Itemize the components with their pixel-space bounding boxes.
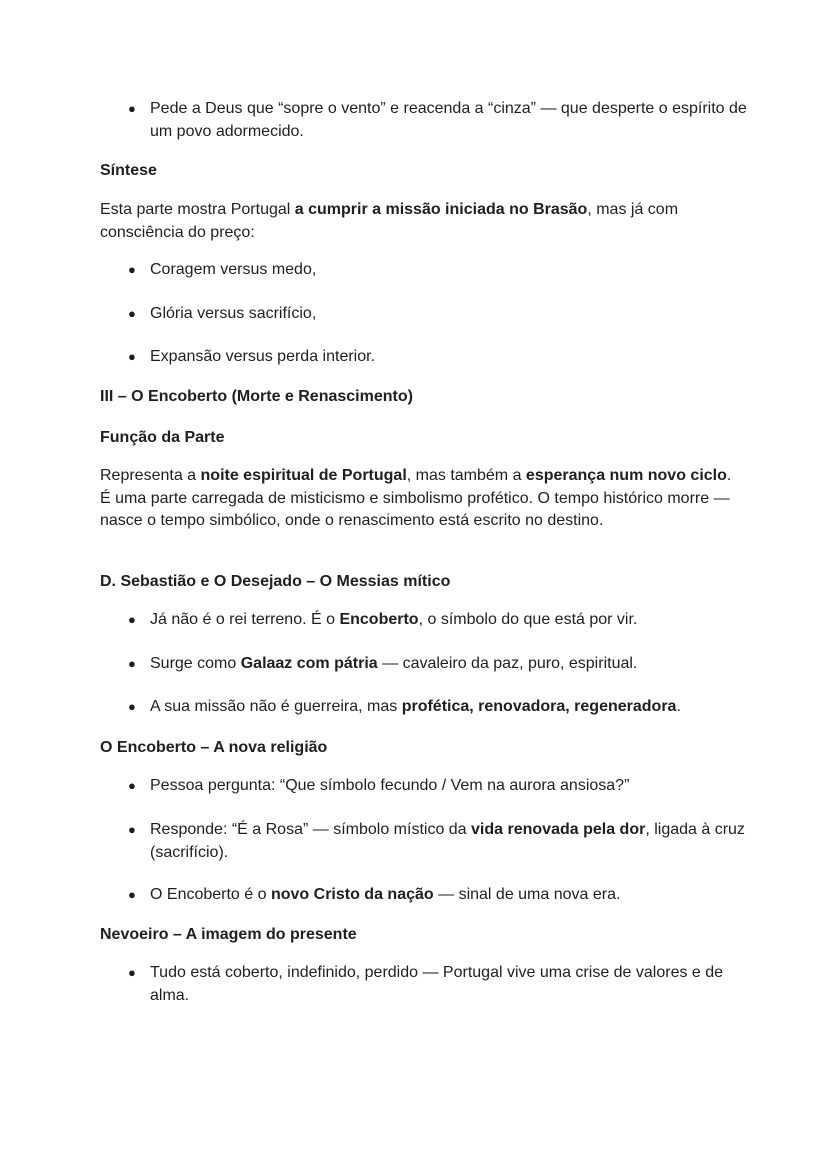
text-run: , mas também a (406, 467, 526, 484)
list-item (128, 98, 750, 143)
text-run: Representa a (100, 467, 201, 484)
bold-text: novo Cristo da nação (270, 886, 434, 903)
bullet-icon: ● (128, 822, 136, 837)
bullet-icon: ● (128, 656, 136, 671)
list-item (128, 962, 750, 1007)
section-heading-sebastiao: D. Sebastião e O Desejado – O Messias mítico (100, 573, 451, 590)
list-item-text: Tudo está coberto, indefinido, perdido — Portugal vive uma crise de valores e de alma. (150, 964, 724, 1004)
text-run: — cavaleiro da paz, puro, espiritual. (377, 655, 638, 672)
bold-text: Galaaz com pátria (240, 655, 378, 672)
list-item-text (150, 821, 745, 861)
bold-text: noite espiritual de Portugal (200, 467, 407, 484)
text-run: A sua missão não é guerreira, mas (150, 698, 402, 715)
bullet-icon: ● (128, 349, 136, 364)
list-item (128, 259, 750, 282)
list-item (128, 346, 750, 369)
bullet-icon: ● (128, 306, 136, 321)
section-heading-funcao: Função da Parte (100, 429, 225, 446)
bullet-icon: ● (128, 699, 136, 714)
list-item-text (150, 886, 620, 903)
list-item-text: Coragem versus medo, (150, 261, 317, 278)
list-item (128, 609, 750, 632)
section-heading-encoberto: O Encoberto – A nova religião (100, 739, 328, 756)
text-run: , ligada à cruz (sacrifício). (150, 821, 745, 861)
text-run: O Encoberto é o (150, 886, 271, 903)
list-item (128, 884, 750, 907)
list-item-text: Pessoa pergunta: “Que símbolo fecundo / Vem na aurora ansiosa?” (150, 777, 630, 794)
bold-text: esperança num novo ciclo (525, 467, 727, 484)
section-heading-nevoeiro: Nevoeiro – A imagem do presente (100, 926, 357, 943)
list-item (128, 696, 750, 719)
paragraph-funcao (100, 465, 740, 533)
list-item-text (150, 655, 637, 672)
list-item-text: Expansão versus perda interior. (150, 348, 376, 365)
text-run: Esta parte mostra Portugal (100, 201, 295, 218)
text-run: Já não é o rei terreno. É o (150, 611, 340, 628)
list-item-text: Glória versus sacrifício, (150, 305, 317, 322)
section-title-iii: III – O Encoberto (Morte e Renascimento) (100, 388, 413, 405)
text-run: , o símbolo do que está por vir. (418, 611, 638, 628)
text-run: Surge como (150, 655, 241, 672)
bold-text: Encoberto (339, 611, 419, 628)
bullet-icon: ● (128, 612, 136, 627)
text-run: Responde: “É a Rosa” — símbolo místico da (150, 821, 472, 838)
bullet-icon: ● (128, 262, 136, 277)
bullet-icon: ● (128, 887, 136, 902)
list-item (128, 819, 750, 864)
list-item (128, 303, 750, 326)
text-run: . (676, 698, 681, 715)
bullet-icon: ● (128, 965, 136, 980)
text-run: — sinal de uma nova era. (433, 886, 621, 903)
paragraph-sintese (100, 199, 740, 244)
text-run: , mas já com consciência do preço: (100, 201, 679, 241)
list-item-text (150, 611, 637, 628)
bold-text: a cumprir a missão iniciada no Brasão (294, 201, 588, 218)
list-item-text: Pede a Deus que “sopre o vento” e reacenda a “cinza” — que desperte o espírito de um povo adormecido. (150, 100, 747, 140)
section-heading-sintese: Síntese (100, 162, 157, 179)
list-item (128, 775, 750, 798)
list-item (128, 653, 750, 676)
bullet-icon: ● (128, 778, 136, 793)
list-item-text (150, 698, 681, 715)
text-run: . É uma parte carregada de misticismo e simbolismo profético. O tempo histórico morre — nasce o tempo simbólico, onde o renascimento está escrito no destino. (100, 467, 732, 529)
bold-text: vida renovada pela dor (471, 821, 646, 838)
bullet-icon: ● (128, 101, 136, 116)
bold-text: profética, renovadora, regeneradora (401, 698, 677, 715)
